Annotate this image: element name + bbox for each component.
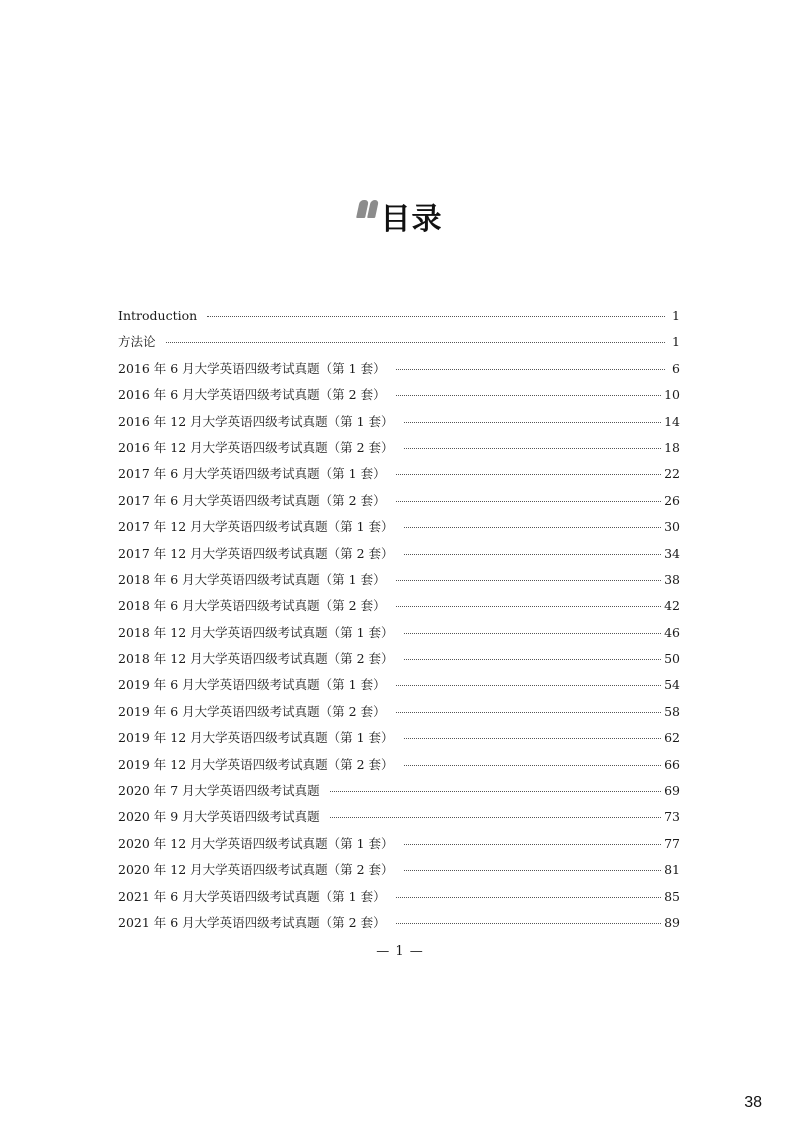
toc-entry[interactable] <box>118 488 680 514</box>
toc-entry[interactable] <box>118 778 680 804</box>
toc-entry-page: 85 <box>664 888 680 904</box>
toc-entry-title: 2019 年 12 月大学英语四级考试真题（第 2 套） <box>118 756 394 772</box>
toc-entry-page: 26 <box>664 492 680 508</box>
dot-leader <box>404 866 662 871</box>
toc-entry-page: 22 <box>664 466 680 482</box>
toc-entry-title: 2019 年 12 月大学英语四级考试真题（第 1 套） <box>118 730 394 746</box>
toc-entry[interactable] <box>118 514 680 540</box>
toc-entry-page: 42 <box>664 598 680 614</box>
dot-leader <box>404 523 662 528</box>
toc-entry-title: 2020 年 7 月大学英语四级考试真题 <box>118 783 320 799</box>
toc-entry[interactable] <box>118 646 680 672</box>
dot-leader <box>396 893 662 898</box>
dot-leader <box>404 418 662 423</box>
toc-entry[interactable] <box>118 857 680 883</box>
toc-entry[interactable] <box>118 831 680 857</box>
dot-leader <box>404 629 662 634</box>
dot-leader <box>166 338 665 343</box>
page-title-block <box>0 186 800 246</box>
toc-entry[interactable] <box>118 804 680 830</box>
toc-entry-page: 46 <box>664 624 680 640</box>
dot-leader <box>396 470 662 475</box>
toc-entry[interactable] <box>118 699 680 725</box>
dot-leader <box>404 655 662 660</box>
page-number: — 1 — <box>376 944 424 959</box>
dot-leader <box>404 761 662 766</box>
toc-entry[interactable] <box>118 356 680 382</box>
toc-entry[interactable] <box>118 435 680 461</box>
toc-entry-page: 14 <box>664 413 680 429</box>
toc-entry-title: 2018 年 6 月大学英语四级考试真题（第 2 套） <box>118 598 386 614</box>
toc-entry-title: 2016 年 12 月大学英语四级考试真题（第 1 套） <box>118 413 394 429</box>
toc-entry-page: 54 <box>664 677 680 693</box>
toc-entry[interactable] <box>118 752 680 778</box>
toc-entry-page: 89 <box>664 914 680 930</box>
dot-leader <box>404 550 662 555</box>
toc-entry-title: 2019 年 6 月大学英语四级考试真题（第 1 套） <box>118 677 386 693</box>
toc-entry[interactable] <box>118 884 680 910</box>
toc-entry-page: 77 <box>664 835 680 851</box>
toc-entry-page: 81 <box>664 862 680 878</box>
toc-entry-title: 2018 年 12 月大学英语四级考试真题（第 2 套） <box>118 651 394 667</box>
toc-entry-page: 58 <box>664 703 680 719</box>
toc-entry[interactable] <box>118 461 680 487</box>
toc-entry[interactable] <box>118 620 680 646</box>
toc-entry-title: 2020 年 12 月大学英语四级考试真题（第 1 套） <box>118 835 394 851</box>
corner-page-number: 38 <box>744 1094 762 1111</box>
dot-leader <box>330 787 661 792</box>
toc-entry-page: 69 <box>664 783 680 799</box>
dot-leader <box>404 444 662 449</box>
toc-entry-page: 18 <box>664 439 680 455</box>
toc-entry[interactable] <box>118 303 680 329</box>
dot-leader <box>396 602 662 607</box>
toc-entry-page: 6 <box>672 360 680 376</box>
dot-leader <box>396 576 662 581</box>
toc-entry[interactable] <box>118 567 680 593</box>
toc-entry-title: 2017 年 6 月大学英语四级考试真题（第 1 套） <box>118 466 386 482</box>
toc-entry-title: 2020 年 9 月大学英语四级考试真题 <box>118 809 320 825</box>
dot-leader <box>404 840 662 845</box>
page-title: 目录 <box>380 202 443 237</box>
toc-entry-page: 10 <box>664 387 680 403</box>
toc-entry-title: 2017 年 12 月大学英语四级考试真题（第 2 套） <box>118 545 394 561</box>
dot-leader <box>207 312 665 317</box>
dot-leader <box>396 391 662 396</box>
toc-entry-page: 30 <box>664 519 680 535</box>
dot-leader <box>396 919 662 924</box>
toc-entry-title: Introduction <box>118 308 198 323</box>
toc-entry-page: 73 <box>664 809 680 825</box>
toc-entry-page: 1 <box>672 308 680 323</box>
toc-entry[interactable] <box>118 725 680 751</box>
table-of-contents <box>118 303 680 936</box>
dot-leader <box>396 681 662 686</box>
toc-entry-page: 38 <box>664 571 680 587</box>
toc-entry-title: 2021 年 6 月大学英语四级考试真题（第 1 套） <box>118 888 386 904</box>
toc-entry-page: 66 <box>664 756 680 772</box>
toc-entry[interactable] <box>118 593 680 619</box>
toc-entry-page: 1 <box>672 334 680 350</box>
toc-entry[interactable] <box>118 329 680 355</box>
toc-entry-page: 34 <box>664 545 680 561</box>
toc-entry-title: 2018 年 12 月大学英语四级考试真题（第 1 套） <box>118 624 394 640</box>
quote-mark-icon <box>358 200 377 218</box>
toc-entry-title: 2019 年 6 月大学英语四级考试真题（第 2 套） <box>118 703 386 719</box>
toc-entry-title: 2016 年 12 月大学英语四级考试真题（第 2 套） <box>118 439 394 455</box>
toc-entry-title: 2017 年 6 月大学英语四级考试真题（第 2 套） <box>118 492 386 508</box>
toc-entry-title: 2016 年 6 月大学英语四级考试真题（第 2 套） <box>118 387 386 403</box>
toc-entry-page: 62 <box>664 730 680 746</box>
toc-entry-title: 2020 年 12 月大学英语四级考试真题（第 2 套） <box>118 862 394 878</box>
toc-entry-title: 方法论 <box>118 334 156 350</box>
dot-leader <box>396 365 665 370</box>
dot-leader <box>396 708 662 713</box>
toc-entry[interactable] <box>118 910 680 936</box>
toc-entry-title: 2021 年 6 月大学英语四级考试真题（第 2 套） <box>118 914 386 930</box>
toc-entry[interactable] <box>118 541 680 567</box>
dot-leader <box>396 497 662 502</box>
toc-entry[interactable] <box>118 409 680 435</box>
toc-entry-page: 50 <box>664 651 680 667</box>
toc-entry-title: 2018 年 6 月大学英语四级考试真题（第 1 套） <box>118 571 386 587</box>
toc-entry[interactable] <box>118 672 680 698</box>
toc-entry-title: 2016 年 6 月大学英语四级考试真题（第 1 套） <box>118 360 386 376</box>
toc-entry-title: 2017 年 12 月大学英语四级考试真题（第 1 套） <box>118 519 394 535</box>
dot-leader <box>404 734 662 739</box>
toc-entry[interactable] <box>118 382 680 408</box>
dot-leader <box>330 813 661 818</box>
